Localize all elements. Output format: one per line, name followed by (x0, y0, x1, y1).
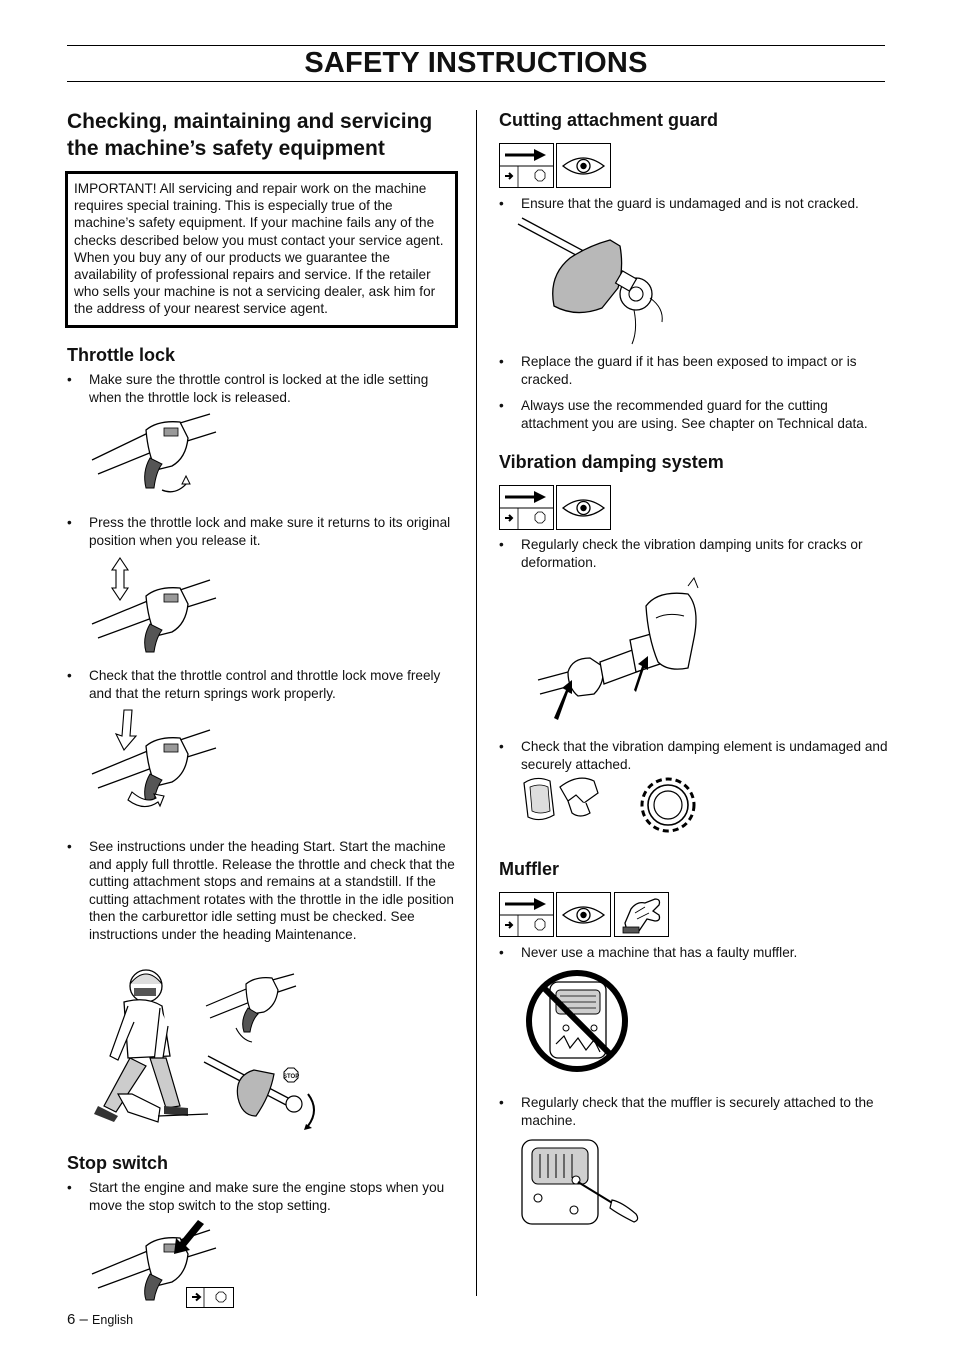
throttle-free-movement-illustration (90, 708, 230, 823)
arrow-stop-icon (186, 1287, 234, 1308)
cutting-guard-illustration (518, 218, 668, 346)
page-title: SAFETY INSTRUCTIONS (304, 47, 648, 79)
list-item: • Replace the guard if it has been exposed to impact or is cracked. (499, 354, 857, 387)
list-item: • Never use a machine that has a faulty muffler. (499, 945, 798, 960)
throttle-lock-heading: Throttle lock (67, 345, 176, 365)
vibration-heading: Vibration damping system (499, 452, 724, 472)
muffler-heading: Muffler (499, 859, 559, 879)
stop-sign-label: STOP (283, 1074, 300, 1080)
damping-element-parts-illustration (520, 773, 696, 835)
list-item: • Press the throttle lock and make sure it returns to its original position when you release it. (67, 515, 451, 548)
eye-icon (556, 143, 611, 188)
list-item: • Always use the recommended guard for the cutting attachment you are using. See chapter on Technical data. (499, 398, 868, 431)
throttle-handle-illustration (90, 410, 230, 500)
operator-start-test-illustration (88, 966, 318, 1138)
glove-icon (614, 892, 669, 937)
list-item: • Check that the throttle control and throttle lock move freely and that the return springs work properly. (67, 668, 441, 701)
list-item: • Regularly check that the muffler is securely attached to the machine. (499, 1095, 874, 1128)
list-item: • Regularly check the vibration damping units for cracks or deformation. (499, 537, 863, 570)
eye-icon (556, 892, 611, 937)
footer-language: English (92, 1313, 134, 1327)
vibration-damper-illustration (538, 578, 702, 722)
muffler-screwdriver-illustration (518, 1138, 642, 1228)
arrow-stop-icon (499, 892, 554, 937)
throttle-lock-press-illustration (90, 554, 230, 654)
list-item: • Check that the vibration damping element is undamaged and securely attached. (499, 739, 888, 772)
page-number: 6 – (67, 1311, 88, 1328)
list-item: • See instructions under the heading Start. Start the machine and apply full throttle. Release the throttle and check that the cutting attachment stops and remains at a standstill. If the cutting attachment rotates with the throttle in the idle position then the carburettor idle setting must be checked. See instructions under the heading Maintenance. (67, 839, 455, 942)
title-bottom-rule (67, 81, 885, 82)
faulty-muffler-prohibited-illustration (522, 966, 632, 1076)
list-item: • Ensure that the guard is undamaged and is not cracked. (499, 196, 859, 211)
column-divider (476, 110, 477, 1296)
arrow-stop-icon (499, 143, 554, 188)
guard-heading: Cutting attachment guard (499, 110, 718, 130)
list-item: • Make sure the throttle control is locked at the idle setting when the throttle lock is released. (67, 372, 429, 405)
stop-switch-heading: Stop switch (67, 1153, 169, 1173)
list-item: • Start the engine and make sure the engine stops when you move the stop switch to the stop setting. (67, 1180, 445, 1213)
page-footer (67, 1311, 133, 1328)
eye-icon (556, 485, 611, 530)
important-notice: IMPORTANT! All servicing and repair work on the machine requires special training. This is especially true of the machine’s safety equipment. If your machine fails any of the checks described below you must contact your service agent. When you buy any of our products we guarantee the availability of professional repairs and service. If the retailer who sells your machine is not a servicing dealer, ask him for the address of your nearest service agent. (65, 171, 458, 328)
arrow-stop-icon (499, 485, 554, 530)
section-heading: Checking, maintaining and servicing the machine’s safety equipment (67, 110, 433, 160)
